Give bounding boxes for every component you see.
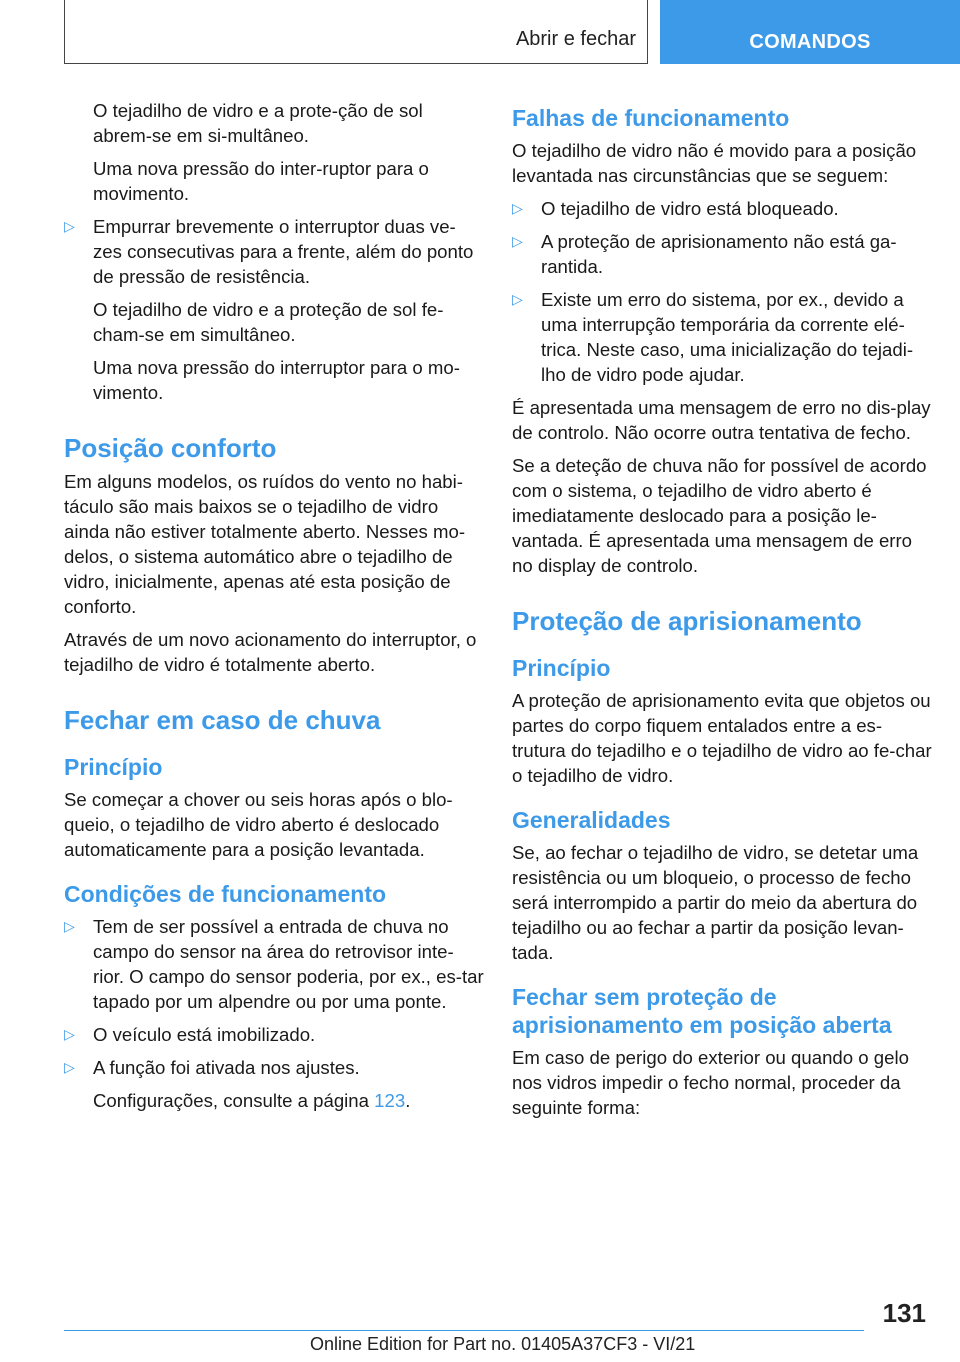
- footer-divider: [64, 1330, 864, 1331]
- triangle-bullet-icon: ▷: [64, 1026, 75, 1042]
- list-item-text: O veículo está imobilizado.: [93, 1024, 316, 1045]
- list-item: [64, 1022, 484, 1047]
- left-column: [64, 98, 484, 1121]
- list-item-text: Empurrar brevemente o interruptor duas ve-zes consecutivas para a frente, além do ponto de pressão de resistência.: [93, 216, 474, 287]
- paragraph: O tejadilho de vidro e a proteção de sol fe-cham-se em simultâneo.: [93, 299, 444, 345]
- edition-text: Online Edition for Part no. 01405A37CF3 - VI/21: [310, 1334, 696, 1354]
- list-item-text: A função foi ativada nos ajustes.: [93, 1057, 360, 1078]
- heading-condicoes: Condições de funcionamento: [64, 881, 387, 907]
- heading-posicao-conforto: Posição conforto: [64, 433, 277, 463]
- list-item: [64, 1055, 484, 1080]
- header-section-title: Abrir e fechar: [515, 28, 636, 50]
- paragraph: A proteção de aprisionamento evita que objetos ou partes do corpo fiquem entalados entre a es-trutura do tejadilho e o tejadilho de vidro ao fe-char o tejadilho de vidro.: [512, 690, 932, 786]
- page-link-123[interactable]: 123: [374, 1090, 406, 1111]
- heading-falhas: Falhas de funcionamento: [512, 105, 790, 131]
- header-tab-comandos[interactable]: COMANDOS: [660, 0, 960, 64]
- triangle-bullet-icon: ▷: [64, 218, 75, 234]
- paragraph: Uma nova pressão do interruptor para o mo-vimento.: [93, 357, 460, 403]
- heading-generalidades: Generalidades: [512, 807, 671, 833]
- triangle-bullet-icon: ▷: [512, 200, 523, 216]
- paragraph: Uma nova pressão do inter-ruptor para o movimento.: [93, 158, 429, 204]
- paragraph: Através de um novo acionamento do interruptor, o tejadilho de vidro é totalmente aberto.: [64, 629, 477, 675]
- paragraph: Em caso de perigo do exterior ou quando o gelo nos vidros impedir o fecho normal, proceder da seguinte forma:: [512, 1047, 909, 1118]
- right-column: [512, 98, 932, 1128]
- list-item-text: Tem de ser possível a entrada de chuva no campo do sensor na área do retrovisor inte-rior. O campo do sensor poderia, por ex., es-tar tapado por um alpendre ou por uma ponte.: [93, 916, 484, 1012]
- paragraph: É apresentada uma mensagem de erro no dis-play de controlo. Não ocorre outra tentativa de fecho.: [512, 397, 931, 443]
- list-item: [64, 914, 484, 1014]
- triangle-bullet-icon: ▷: [512, 233, 523, 249]
- paragraph: Em alguns modelos, os ruídos do vento no habi-táculo são mais baixos se o tejadilho de vidro ainda não estiver totalmente aberto. Nesses mo-delos, o sistema automático abre o tejadilho de vidro, inicialmente, apenas até esta posição de conforto.: [64, 471, 466, 617]
- list-item: [512, 196, 932, 221]
- list-item: [512, 229, 932, 279]
- paragraph: Se a deteção de chuva não for possível de acordo com o sistema, o tejadilho de vidro aberto é imediatamente deslocado para a posição le-vantada. É apresentada uma mensagem de erro no display de controlo.: [512, 455, 927, 576]
- heading-principio: Princípio: [512, 655, 611, 681]
- paragraph: O tejadilho de vidro e a prote-ção de sol abrem-se em si-multâneo.: [93, 100, 423, 146]
- heading-protecao-aprisionamento: Proteção de aprisionamento: [512, 606, 862, 636]
- cross-reference: [64, 1088, 484, 1113]
- list-item-text: A proteção de aprisionamento não está ga-rantida.: [541, 231, 897, 277]
- heading-fechar-sem-protecao: Fechar sem proteção de aprisionamento em posição aberta: [512, 984, 892, 1038]
- heading-fechar-chuva: Fechar em caso de chuva: [64, 705, 381, 735]
- list-item-text: Existe um erro do sistema, por ex., devido a uma interrupção temporária da corrente elé-trica. Neste caso, uma inicialização do tejadi-lho de vidro pode ajudar.: [541, 289, 914, 385]
- triangle-bullet-icon: ▷: [64, 918, 75, 934]
- list-item: [64, 214, 484, 289]
- triangle-bullet-icon: ▷: [512, 291, 523, 307]
- paragraph: Se, ao fechar o tejadilho de vidro, se detetar uma resistência ou um bloqueio, o processo de fecho será interrompido a partir do meio da abertura do tejadilho ou ao fechar a partir da posição levan-tada.: [512, 842, 919, 963]
- cross-reference-text: Configurações, consulte a página: [93, 1090, 375, 1111]
- triangle-bullet-icon: ▷: [64, 1059, 75, 1075]
- list-item-text: O tejadilho de vidro está bloqueado.: [541, 198, 839, 219]
- page-number: 131: [882, 1298, 926, 1328]
- cross-reference-end: .: [405, 1090, 411, 1111]
- heading-principio: Princípio: [64, 754, 163, 780]
- paragraph: O tejadilho de vidro não é movido para a posição levantada nas circunstâncias que se seguem:: [512, 140, 917, 186]
- list-item: [512, 287, 932, 387]
- paragraph: Se começar a chover ou seis horas após o blo-queio, o tejadilho de vidro aberto é deslocado automaticamente para a posição levantada.: [64, 789, 453, 860]
